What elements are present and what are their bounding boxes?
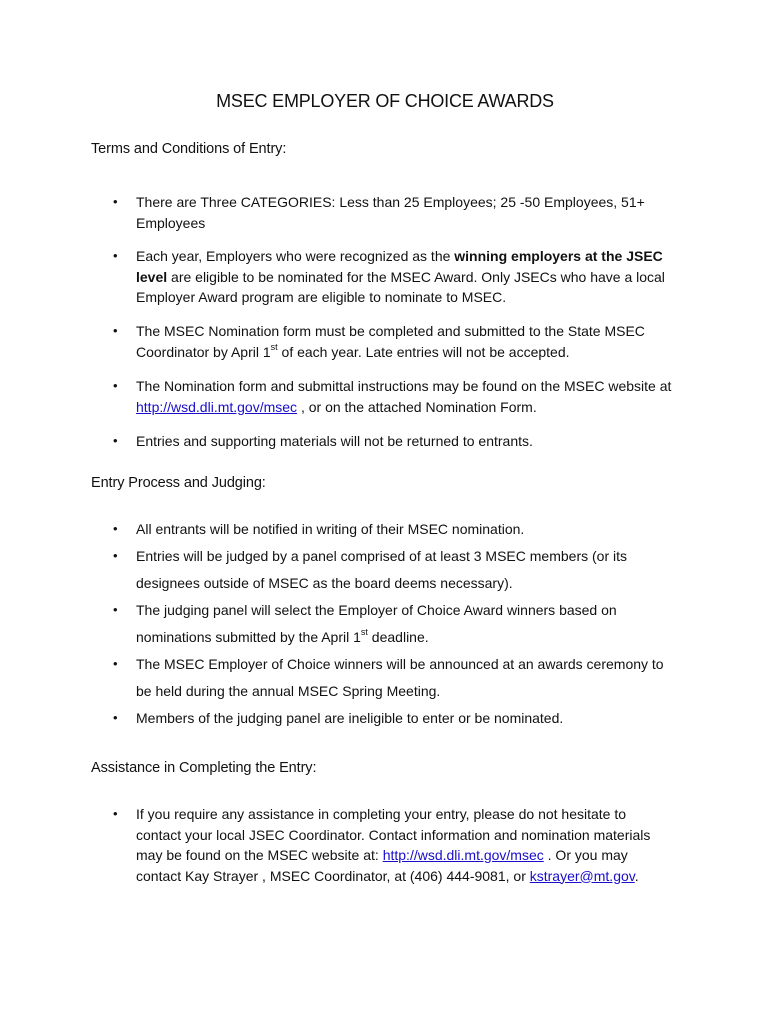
terms-bullet-instructions: [113, 376, 673, 417]
process-bullet-text: deadline.: [367, 628, 429, 645]
ordinal-suffix: st: [270, 341, 278, 352]
process-bullet-text: Members of the judging panel are ineligible to enter or be nominated.: [136, 710, 564, 726]
bullet-icon: •: [113, 194, 118, 209]
bullet-icon: •: [113, 602, 118, 617]
bullet-icon: •: [113, 521, 118, 536]
process-bullet-announcement: [113, 651, 673, 704]
process-bullet-text: The MSEC Employer of Choice winners will be announced at an awards ceremony to be held during the annual MSEC Spring Meeting.: [136, 656, 664, 699]
terms-bullet-nomination-form: [113, 321, 673, 362]
bullet-icon: •: [113, 378, 118, 393]
winning-employers-emphasis: winning employers at the JSEC level: [136, 248, 663, 285]
terms-bullet-text: There are Three CATEGORIES: Less than 25 Employees; 25 -50 Employees, 51+ Employees: [136, 194, 645, 231]
assistance-bullet-text: . Or you may contact Kay Strayer , MSEC Coordinator, at (406) 444-9081, or: [136, 847, 628, 884]
assistance-bullet: [113, 804, 673, 886]
bullet-icon: •: [113, 806, 118, 821]
terms-bullet-eligibility: [113, 246, 673, 308]
terms-bullet-text: The Nomination form and submittal instructions may be found on the MSEC website at: [136, 378, 672, 394]
terms-bullet-text: , or on the attached Nomination Form.: [297, 398, 537, 415]
assistance-bullet-text: If you require any assistance in completing your entry, please do not hesitate to contact your local JSEC Coordinator. Contact information and nomination materials may be found on the MSEC website at:: [136, 806, 651, 863]
ordinal-suffix: st: [360, 626, 368, 637]
terms-heading: Terms and Conditions of Entry:: [91, 141, 287, 157]
bullet-icon: •: [113, 433, 118, 448]
process-bullet-panel: [113, 543, 673, 596]
terms-bullet-text: of each year. Late entries will not be accepted.: [277, 343, 570, 360]
process-bullet-selection: [113, 597, 673, 650]
process-heading: Entry Process and Judging:: [91, 475, 266, 491]
terms-bullet-text: The MSEC Nomination form must be completed and submitted to the State MSEC Coordinator by April 1: [136, 323, 645, 360]
bullet-icon: •: [113, 248, 118, 263]
assistance-heading: Assistance in Completing the Entry:: [91, 760, 317, 776]
coordinator-email-link[interactable]: kstrayer@mt.gov: [529, 867, 635, 884]
assistance-bullet-text: .: [634, 867, 639, 884]
process-bullet-ineligible: [113, 705, 673, 732]
process-bullet-notification: [113, 519, 673, 540]
page-title: MSEC EMPLOYER OF CHOICE AWARDS: [216, 91, 554, 111]
bullet-icon: •: [113, 548, 118, 563]
process-bullet-text: Entries will be judged by a panel comprised of at least 3 MSEC members (or its designees outside of MSEC as the board deems necessary).: [136, 548, 627, 591]
msec-website-link[interactable]: http://wsd.dli.mt.gov/msec: [136, 398, 298, 415]
bullet-icon: •: [113, 323, 118, 338]
process-bullet-text: The judging panel will select the Employer of Choice Award winners based on nominations submitted by the April 1: [136, 602, 617, 645]
terms-bullet-text: Each year, Employers who were recognized as the: [136, 248, 455, 264]
terms-bullet-categories: [113, 192, 673, 233]
process-bullet-text: All entrants will be notified in writing of their MSEC nomination.: [136, 521, 525, 537]
terms-bullet-text: are eligible to be nominated for the MSEC Award. Only JSECs who have a local Employer Award program are eligible to nominate to MSEC.: [136, 268, 665, 305]
bullet-icon: •: [113, 710, 118, 725]
terms-bullet-text: Entries and supporting materials will not be returned to entrants.: [136, 433, 533, 449]
msec-website-link[interactable]: http://wsd.dli.mt.gov/msec: [382, 847, 544, 863]
terms-bullet-returns: [113, 431, 673, 452]
bullet-icon: •: [113, 656, 118, 671]
